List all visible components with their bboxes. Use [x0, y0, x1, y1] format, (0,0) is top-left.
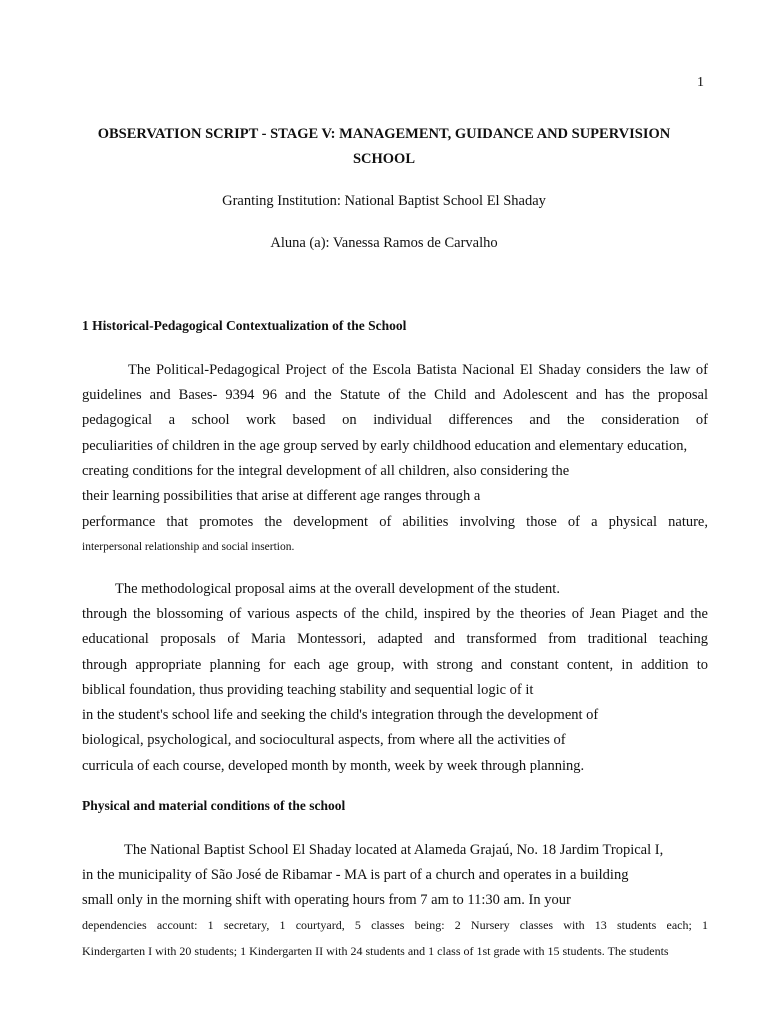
paragraph-line: through the blossoming of various aspects of the child, inspired by the theories of Jean Piaget and the: [82, 606, 708, 622]
paragraph-line: through appropriate planning for each age group, with strong and constant content, in addition to: [82, 657, 708, 673]
paragraph-line: biological, psychological, and sociocultural aspects, from where all the activities of: [82, 732, 566, 748]
section-heading-conditions: Physical and material conditions of the school: [82, 798, 346, 813]
paragraph-line: biblical foundation, thus providing teaching stability and sequential logic of it: [82, 682, 534, 698]
paragraph-line: their learning possibilities that arise at different age ranges through a: [82, 488, 481, 504]
paragraph-line: creating conditions for the integral development of all children, also considering the: [82, 463, 570, 479]
paragraph-line: performance that promotes the development of abilities involving those of a physical nature,: [82, 514, 708, 530]
paragraph-line: curricula of each course, developed month by month, week by week through planning.: [82, 758, 585, 774]
document-title: OBSERVATION SCRIPT - STAGE V: MANAGEMENT, GUIDANCE AND SUPERVISION SCHOOL: [97, 126, 671, 167]
paragraph-line: pedagogical a school work based on individual differences and the consideration of: [82, 412, 708, 428]
paragraph-line: The methodological proposal aims at the overall development of the student.: [115, 581, 560, 597]
paragraph-line: Kindergarten I with 20 students; 1 Kindergarten II with 24 students and 1 class of 1st grade with 15 students. The students: [82, 944, 669, 958]
section-heading-history: 1 Historical-Pedagogical Contextualization of the School: [82, 318, 407, 333]
paragraph-line: in the student's school life and seeking the child's integration through the development of: [82, 707, 599, 723]
paragraph-line: interpersonal relationship and social insertion.: [82, 541, 295, 553]
student-name: Aluna (a): Vanessa Ramos de Carvalho: [270, 235, 498, 251]
paragraph-line: in the municipality of São José de Ribamar - MA is part of a church and operates in a building: [82, 867, 629, 883]
paragraph-line: educational proposals of Maria Montessori, adapted and transformed from traditional teaching: [82, 631, 708, 647]
granting-institution: Granting Institution: National Baptist School El Shaday: [222, 193, 546, 209]
paragraph-line: The National Baptist School El Shaday located at Alameda Grajaú, No. 18 Jardim Tropical I,: [124, 842, 664, 858]
paragraph-line: small only in the morning shift with operating hours from 7 am to 11:30 am. In your: [82, 892, 571, 908]
paragraph-line: peculiarities of children in the age group served by early childhood education and elementary education,: [82, 438, 688, 454]
page-number: 1: [697, 75, 704, 90]
paragraph-line: guidelines and Bases- 9394 96 and the Statute of the Child and Adolescent and has the proposal: [82, 387, 708, 403]
paragraph-line: dependencies account: 1 secretary, 1 courtyard, 5 classes being: 2 Nursery classes with 13 students each; 1: [82, 918, 708, 932]
paragraph-line: The Political-Pedagogical Project of the Escola Batista Nacional El Shaday considers the law of: [128, 362, 708, 378]
